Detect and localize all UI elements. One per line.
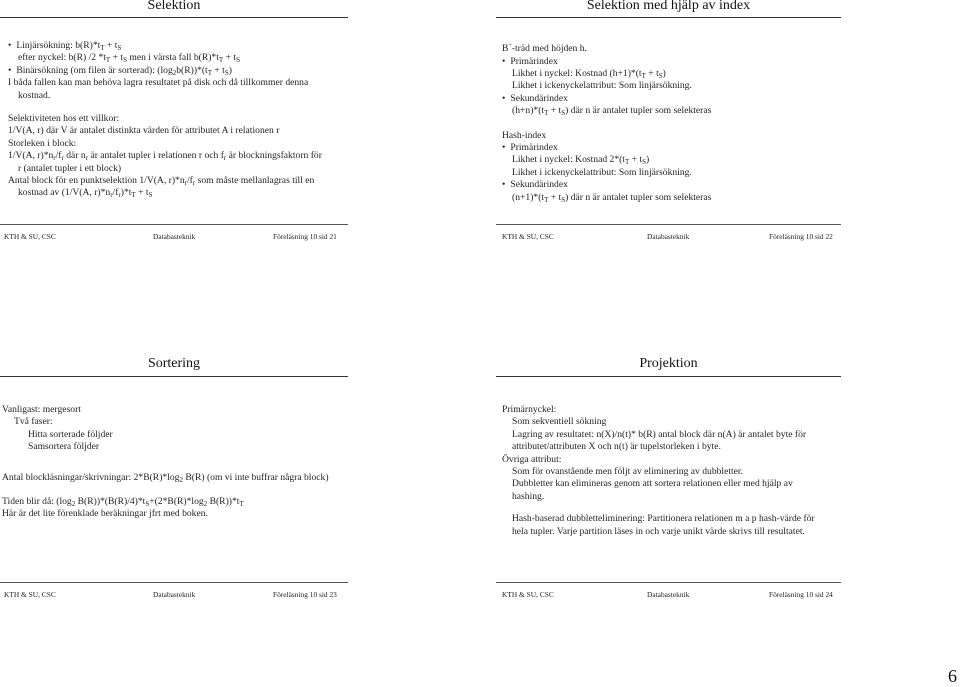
footer-divider bbox=[0, 224, 348, 225]
body-line: Selektiviteten hos ett villkor: bbox=[8, 113, 120, 125]
slide-body bbox=[2, 404, 348, 521]
body-line: Likhet i ickenyckelattribut: Som linjärsökning. bbox=[512, 166, 692, 178]
slide-body bbox=[502, 40, 842, 204]
body-line: efter nyckel: b(R) /2 $*t_T + t_S$ men i värsta fall $b(R)*t_T + t_S$ bbox=[18, 52, 240, 65]
body-line: Hitta sorterade följder bbox=[28, 428, 113, 440]
body-line: kostnad. bbox=[18, 89, 51, 101]
body-line: Övriga attribut: bbox=[502, 453, 562, 465]
slide-title: Selektion med hjälp av index bbox=[586, 0, 751, 13]
body-line: r (antalet tupler i ett block) bbox=[18, 162, 122, 174]
body-line: Hash-index bbox=[502, 129, 547, 141]
title-divider bbox=[496, 376, 841, 377]
body-line: • Binärsökning (om filen är sorterad): $(\log_2b(R))*(t_T + t_S)$ bbox=[8, 65, 348, 77]
body-line: • Sekundärindex bbox=[502, 179, 842, 191]
slide-title: Selektion bbox=[147, 0, 201, 13]
body-line: Likhet i nyckel: Kostnad $(h+1)*(t_T + t_S)$ bbox=[512, 68, 666, 80]
footer-left: KTH & SU, CSC bbox=[502, 590, 554, 599]
footer-center: Databasteknik bbox=[153, 590, 196, 599]
body-line: hela tupler. Varje partition läses in och varje unikt värde skrivs till resultatet. bbox=[512, 525, 805, 537]
body-line: kostnad av (1/V(A, $r)*n_r/f_r)*t_T + t_S$ bbox=[18, 187, 153, 200]
body-line: Dubbletter kan elimineras genom att sortera relationen eller med hjälp av bbox=[512, 478, 793, 490]
slide-22 bbox=[496, 0, 960, 250]
title-divider bbox=[0, 376, 348, 377]
slide-title: Sortering bbox=[147, 356, 201, 371]
footer-right: Föreläsning 10 sid 21 bbox=[273, 232, 337, 241]
body-line: Hash-baserad dubbletteliminering: Partitionera relationen m a p hash-värde för bbox=[512, 513, 815, 525]
footer-center: Databasteknik bbox=[153, 232, 196, 241]
footer-divider bbox=[496, 582, 841, 583]
footer-left: KTH & SU, CSC bbox=[4, 232, 56, 241]
slide-24 bbox=[496, 350, 960, 610]
body-line: Primärnyckel: bbox=[502, 404, 557, 415]
footer-divider bbox=[496, 224, 841, 225]
body-line: Lagring av resultatet: n(X)/n(t)* b(R) antal block där n(A) är antalet byte för bbox=[512, 428, 807, 440]
slide-23 bbox=[0, 350, 480, 610]
body-line: 1/V(A, r) där V är antalet distinkta värden för attributet A i relationen r bbox=[8, 125, 280, 137]
body-line: • Sekundärindex bbox=[502, 93, 842, 105]
body-line: Antal blockläsningar/skrivningar: $2*B(R)*\log_2$ B(R) (om vi inte buffrar några block) bbox=[2, 471, 329, 484]
footer-divider bbox=[0, 582, 348, 583]
slide-21 bbox=[0, 0, 480, 250]
body-line: Antal block för en punktselektion 1/V(A, $r)*n_r/f_r$ som måste mellanlagras till en bbox=[8, 175, 315, 188]
body-line: Tiden blir då: ($\log_2$ $B(R))*(B(R)/4)*t_S+(2*B(R)*\log_2$ $B(R))*t_T$ bbox=[2, 496, 244, 509]
slide-title: Projektion bbox=[639, 356, 698, 371]
body-line: • Primärindex bbox=[502, 56, 842, 68]
footer-left: KTH & SU, CSC bbox=[502, 232, 554, 241]
body-line: hashing. bbox=[512, 490, 545, 502]
body-line: • Primärindex bbox=[502, 142, 842, 154]
body-line: attributet/attributen X och n(t) är tupelstorleken i byte. bbox=[512, 441, 721, 453]
title-divider bbox=[496, 17, 841, 18]
footer-left: KTH & SU, CSC bbox=[4, 590, 56, 599]
body-line: Här är det lite förenklade beräkningar jfrt med boken. bbox=[2, 508, 208, 520]
body-line: $(n+1)*(t_T + t_S)$ där n är antalet tupler som selekteras bbox=[512, 191, 712, 204]
slide-body bbox=[502, 404, 842, 538]
body-line: Samsortera följder bbox=[28, 441, 100, 453]
body-line: Likhet i nyckel: Kostnad $2*(t_T + t_S)$ bbox=[512, 154, 650, 167]
footer-center: Databasteknik bbox=[647, 590, 690, 599]
body-line: B+-träd med höjden h. bbox=[502, 43, 587, 55]
body-line: $(h+n)*(t_T + t_S)$ där n är antalet tupler som selekteras bbox=[512, 105, 712, 118]
footer-right: Föreläsning 10 sid 23 bbox=[273, 590, 337, 599]
body-line: • Linjärsökning: $b(R)*t_T + t_S$ bbox=[8, 40, 348, 52]
body-line: Som för ovanstående men följt av eliminering av dubbletter. bbox=[512, 466, 743, 478]
title-divider bbox=[0, 17, 348, 18]
body-line: Likhet i ickenyckelattribut: Som linjärsökning. bbox=[512, 80, 692, 92]
page-number: 6 bbox=[948, 666, 957, 686]
footer-right: Föreläsning 10 sid 24 bbox=[769, 590, 833, 599]
body-line: Storleken i block: bbox=[8, 137, 77, 149]
body-line: Som sekventiell sökning bbox=[512, 416, 607, 428]
body-line: Två faser: bbox=[14, 416, 53, 428]
slide-body bbox=[8, 40, 348, 200]
footer-center: Databasteknik bbox=[647, 232, 690, 241]
body-line: 1/V(A, $r)*n_r/f_r$ där $n_r$ är antalet tupler i relationen r och $f_r$ är blockningsfaktorn för bbox=[8, 150, 322, 163]
body-line: Vanligast: mergesort bbox=[2, 404, 81, 415]
footer-right: Föreläsning 10 sid 22 bbox=[769, 232, 833, 241]
body-line: I båda fallen kan man behöva lagra resultatet på disk och då tillkommer denna bbox=[8, 77, 309, 89]
